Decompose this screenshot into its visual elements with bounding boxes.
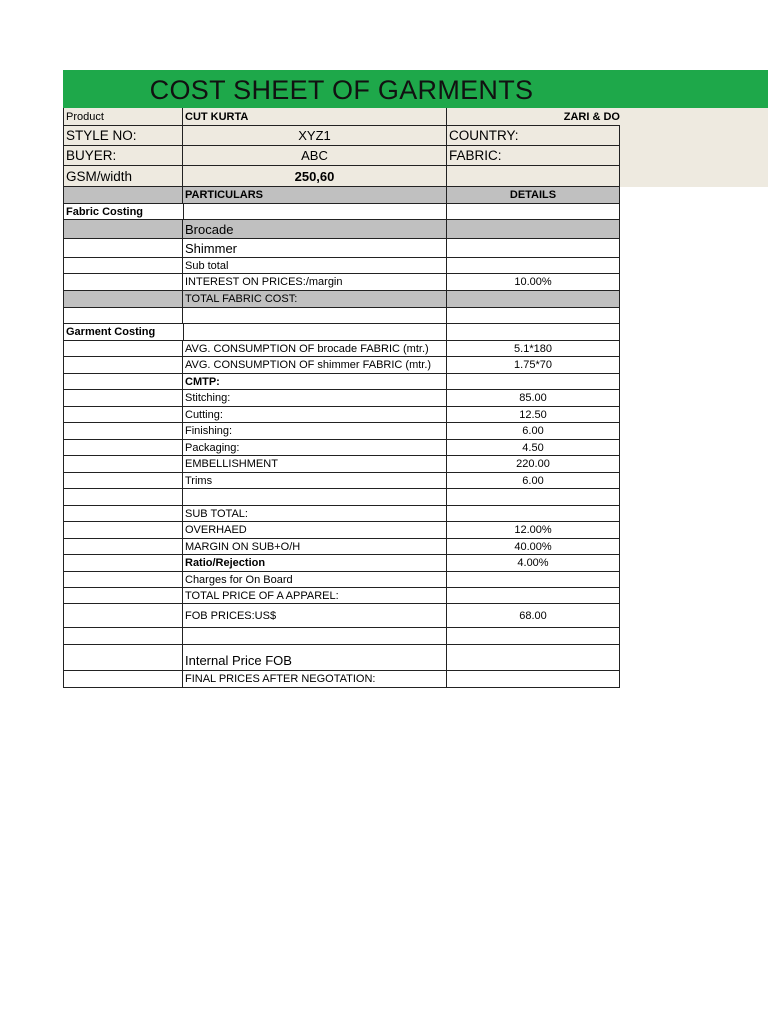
- cell[interactable]: [63, 258, 183, 274]
- style-row: [63, 126, 620, 146]
- cell[interactable]: [63, 220, 183, 239]
- garment-row-value[interactable]: 6.00: [447, 423, 620, 440]
- garment-row: [63, 440, 620, 456]
- cell[interactable]: [447, 645, 620, 671]
- fabric-subtotal-row: [63, 258, 620, 274]
- header-band-extension: [620, 108, 768, 187]
- garment-row-label[interactable]: Finishing:: [183, 423, 447, 440]
- cell[interactable]: [63, 645, 183, 671]
- cell[interactable]: [183, 324, 447, 341]
- gsm-row: [63, 166, 620, 187]
- overhead-label[interactable]: OVERHAED: [183, 522, 447, 539]
- cell[interactable]: [447, 204, 620, 220]
- buyer-value[interactable]: ABC: [183, 146, 447, 166]
- cell[interactable]: [63, 407, 183, 423]
- garment-row-label[interactable]: Trims: [183, 473, 447, 489]
- garment-row-value[interactable]: 1.75*70: [447, 357, 620, 374]
- garment-row-value[interactable]: 4.50: [447, 440, 620, 456]
- total-fabric-label[interactable]: TOTAL FABRIC COST:: [183, 291, 447, 308]
- cell[interactable]: [447, 258, 620, 274]
- total-price-label[interactable]: TOTAL PRICE OF A APPAREL:: [183, 588, 447, 604]
- garment-row: [63, 456, 620, 473]
- cell[interactable]: [63, 539, 183, 555]
- garment-row-label[interactable]: AVG. CONSUMPTION OF brocade FABRIC (mtr.): [183, 341, 447, 357]
- product-row: [63, 108, 620, 126]
- garment-row-label[interactable]: AVG. CONSUMPTION OF shimmer FABRIC (mtr.): [183, 357, 447, 374]
- cell[interactable]: [447, 489, 620, 506]
- cell[interactable]: [63, 572, 183, 588]
- cell[interactable]: [63, 390, 183, 407]
- cell[interactable]: [447, 308, 620, 324]
- cell[interactable]: [63, 604, 183, 628]
- internal-price-label[interactable]: Internal Price FOB: [183, 645, 447, 671]
- garment-row-value[interactable]: 5.1*180: [447, 341, 620, 357]
- product-value[interactable]: CUT KURTA: [183, 108, 447, 126]
- charges-label[interactable]: Charges for On Board: [183, 572, 447, 588]
- details-header: DETAILS: [447, 187, 620, 204]
- cell[interactable]: [63, 341, 183, 357]
- garment-row-label[interactable]: Packaging:: [183, 440, 447, 456]
- style-label[interactable]: STYLE NO:: [63, 126, 183, 146]
- ratio-label[interactable]: Ratio/Rejection: [183, 555, 447, 572]
- fob-value[interactable]: 68.00: [447, 604, 620, 628]
- particulars-header: PARTICULARS: [183, 187, 447, 204]
- overhead-value[interactable]: 12.00%: [447, 522, 620, 539]
- country-label[interactable]: COUNTRY:: [447, 126, 620, 146]
- garment-costing-heading-row: [63, 324, 620, 341]
- fabric-subtotal-label[interactable]: Sub total: [183, 258, 447, 274]
- garment-row-value[interactable]: [447, 374, 620, 390]
- cell[interactable]: [447, 239, 620, 258]
- cell[interactable]: [63, 440, 183, 456]
- product-label[interactable]: Product: [63, 108, 183, 126]
- garment-costing-heading: Garment Costing: [63, 324, 183, 341]
- cell[interactable]: [63, 555, 183, 572]
- garment-row: [63, 357, 620, 374]
- cell[interactable]: [447, 671, 620, 688]
- brocade-label[interactable]: Brocade: [183, 220, 447, 239]
- garment-row: [63, 423, 620, 440]
- final-price-row: [63, 671, 620, 688]
- shimmer-row: [63, 239, 620, 258]
- total-price-row: [63, 588, 620, 604]
- empty-row: [63, 628, 620, 645]
- margin-row: [63, 539, 620, 555]
- margin-value[interactable]: 40.00%: [447, 539, 620, 555]
- cell[interactable]: [447, 324, 620, 341]
- garment-row: [63, 473, 620, 489]
- cell[interactable]: [183, 628, 447, 645]
- cell[interactable]: [63, 308, 183, 324]
- empty-row: [63, 489, 620, 506]
- garment-row-label[interactable]: EMBELLISHMENT: [183, 456, 447, 473]
- cell[interactable]: [63, 456, 183, 473]
- cell[interactable]: [63, 274, 183, 291]
- shimmer-label[interactable]: Shimmer: [183, 239, 447, 258]
- ratio-value[interactable]: 4.00%: [447, 555, 620, 572]
- cell[interactable]: [63, 473, 183, 489]
- buyer-row: [63, 146, 620, 166]
- garment-row-value[interactable]: 6.00: [447, 473, 620, 489]
- interest-value[interactable]: 10.00%: [447, 274, 620, 291]
- cell[interactable]: [447, 588, 620, 604]
- column-header-blank: [63, 187, 183, 204]
- cell[interactable]: [63, 239, 183, 258]
- cell[interactable]: [63, 291, 183, 308]
- final-price-label[interactable]: FINAL PRICES AFTER NEGOTATION:: [183, 671, 447, 688]
- garment-row: [63, 407, 620, 423]
- gsm-label[interactable]: GSM/width: [63, 166, 183, 187]
- gsm-extra-cell[interactable]: [447, 166, 620, 187]
- interest-row: [63, 274, 620, 291]
- total-fabric-row: [63, 291, 620, 308]
- fob-label[interactable]: FOB PRICES:US$: [183, 604, 447, 628]
- cell[interactable]: [63, 671, 183, 688]
- style-value[interactable]: XYZ1: [183, 126, 447, 146]
- cell[interactable]: [63, 374, 183, 390]
- sheet-title: COST SHEET OF GARMENTS: [149, 75, 534, 105]
- fabric-label[interactable]: FABRIC:: [447, 146, 620, 166]
- garment-row-label[interactable]: Stitching:: [183, 390, 447, 407]
- garment-row: [63, 390, 620, 407]
- margin-label[interactable]: MARGIN ON SUB+O/H: [183, 539, 447, 555]
- cell[interactable]: [447, 291, 620, 308]
- cell[interactable]: [447, 572, 620, 588]
- product-extra[interactable]: ZARI & DO: [447, 108, 620, 126]
- empty-row: [63, 308, 620, 324]
- cell[interactable]: [63, 628, 183, 645]
- fob-row: [63, 604, 620, 628]
- cell[interactable]: [63, 489, 183, 506]
- garment-subtotal-row: [63, 506, 620, 522]
- cell[interactable]: [447, 220, 620, 239]
- overhead-row: [63, 522, 620, 539]
- garment-row-label[interactable]: Cutting:: [183, 407, 447, 423]
- internal-price-row: [63, 645, 620, 671]
- cell[interactable]: [63, 423, 183, 440]
- garment-row-value[interactable]: 85.00: [447, 390, 620, 407]
- garment-row: [63, 341, 620, 357]
- fabric-costing-heading-row: [63, 204, 620, 220]
- garment-subtotal-label[interactable]: SUB TOTAL:: [183, 506, 447, 522]
- cell[interactable]: [63, 357, 183, 374]
- garment-row-label[interactable]: CMTP:: [183, 374, 447, 390]
- cell[interactable]: [183, 308, 447, 324]
- cell[interactable]: [447, 506, 620, 522]
- fabric-costing-heading: Fabric Costing: [63, 204, 183, 220]
- cell[interactable]: [63, 588, 183, 604]
- gsm-value[interactable]: 250,60: [183, 166, 447, 187]
- cell[interactable]: [447, 628, 620, 645]
- ratio-row: [63, 555, 620, 572]
- garment-row: [63, 374, 620, 390]
- buyer-label[interactable]: BUYER:: [63, 146, 183, 166]
- brocade-row: [63, 220, 620, 239]
- cell[interactable]: [183, 489, 447, 506]
- cell[interactable]: [63, 522, 183, 539]
- charges-row: [63, 572, 620, 588]
- column-header-row: [63, 187, 620, 204]
- interest-label[interactable]: INTEREST ON PRICES:/margin: [183, 274, 447, 291]
- cell[interactable]: [63, 506, 183, 522]
- cell[interactable]: [183, 204, 447, 220]
- garment-row-value[interactable]: 12.50: [447, 407, 620, 423]
- garment-row-value[interactable]: 220.00: [447, 456, 620, 473]
